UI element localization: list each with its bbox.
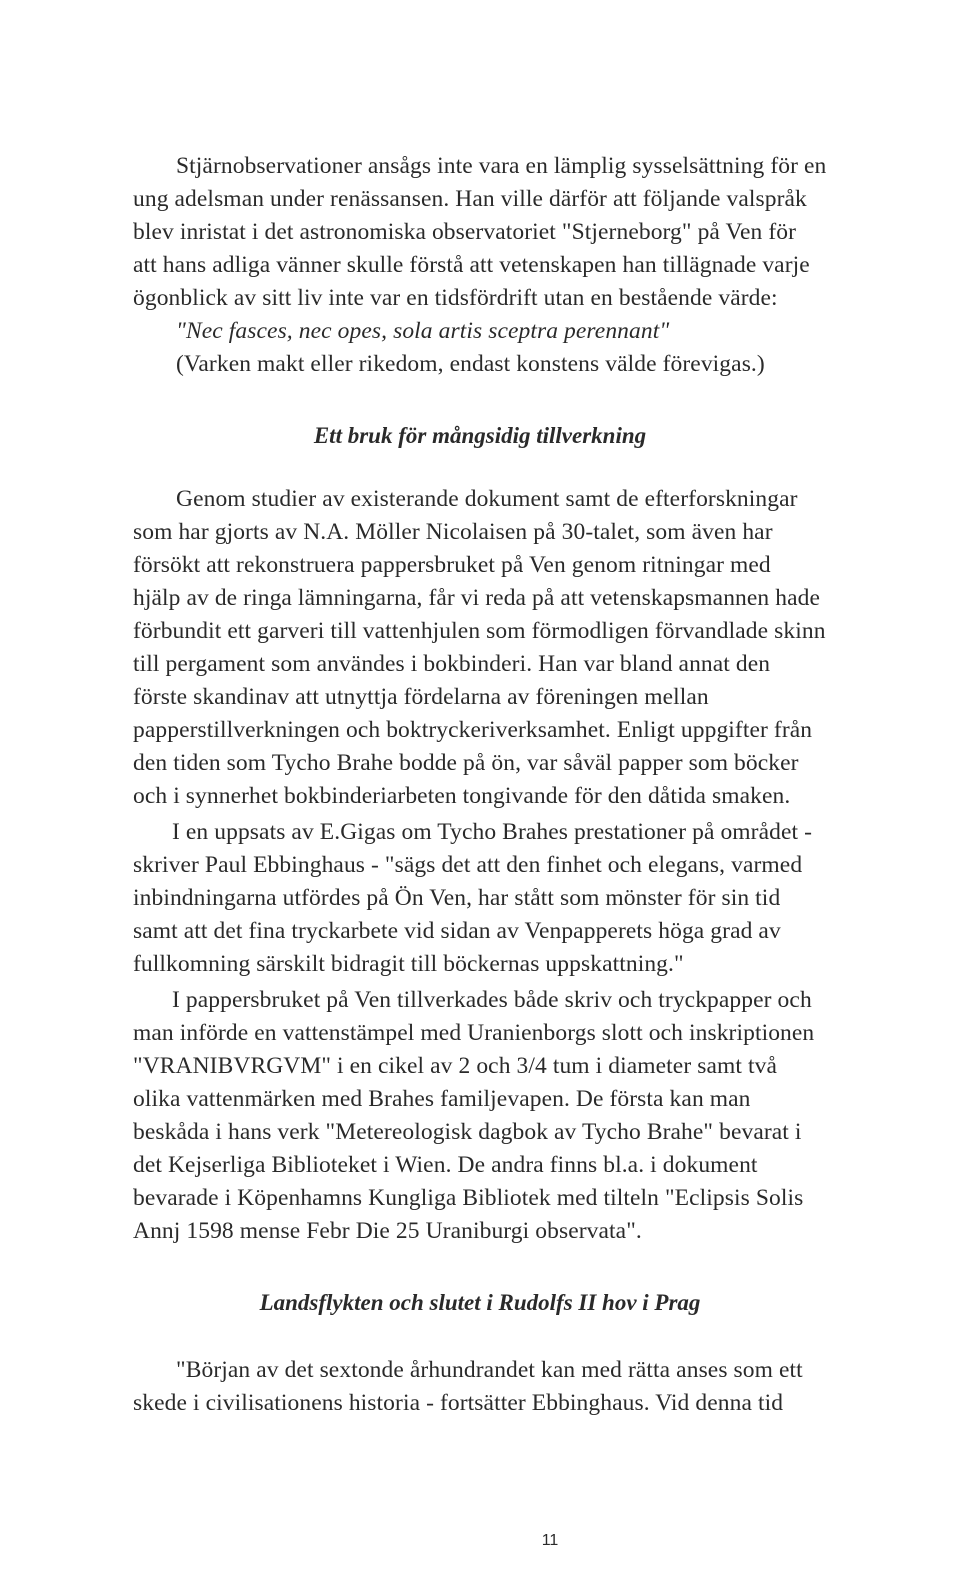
text-line: "VRANIBVRGVM" i en cikel av 2 och 3/4 tum i diameter samt två bbox=[133, 1053, 778, 1079]
text-line: samt att det fina tryckarbete vid sidan av Venpapperets höga grad av bbox=[133, 918, 781, 944]
text-line: inbindningarna utfördes på Ön Ven, har stått som mönster för sin tid bbox=[133, 885, 781, 911]
text-line: som har gjorts av N.A. Möller Nicolaisen på 30-talet, som även har bbox=[133, 519, 773, 545]
text-line: skriver Paul Ebbinghaus - "sägs det att den finhet och elegans, varmed bbox=[133, 852, 803, 878]
text-line: Stjärnobservationer ansågs inte vara en lämplig sysselsättning för en bbox=[176, 153, 827, 179]
text-line: förste skandinav att utnyttja fördelarna av föreningen mellan bbox=[133, 684, 709, 710]
text-line: beskåda i hans verk "Metereologisk dagbok av Tycho Brahe" bevarat i bbox=[133, 1119, 802, 1145]
motto-translation: (Varken makt eller rikedom, endast konstens välde förevigas.) bbox=[176, 351, 765, 377]
text-line: I pappersbruket på Ven tillverkades både skriv och tryckpapper och bbox=[172, 987, 812, 1013]
text-line: I en uppsats av E.Gigas om Tycho Brahes prestationer på området - bbox=[172, 819, 813, 845]
text-line: och i synnerhet bokbinderiarbeten tongivande för den dåtida smaken. bbox=[133, 783, 791, 809]
text-line: fullkomning särskilt bidragit till böckernas uppskattning." bbox=[133, 951, 684, 977]
text-line: "Början av det sextonde århundrandet kan med rätta anses som ett bbox=[176, 1357, 803, 1383]
text-line: hjälp av de ringa lämningarna, får vi reda på att vetenskapsmannen hade bbox=[133, 585, 821, 611]
text-line: man införde en vattenstämpel med Uranienborgs slott och inskriptionen bbox=[133, 1020, 815, 1046]
section-heading: Landsflykten och slutet i Rudolfs II hov i Prag bbox=[259, 1290, 701, 1315]
page-number: 11 bbox=[541, 1532, 559, 1549]
text-line: ung adelsman under renässansen. Han ville därför att följande valspråk bbox=[133, 186, 807, 212]
text-line: papperstillverkningen och boktryckeriverksamhet. Enligt uppgifter från bbox=[133, 717, 813, 743]
text-line: till pergament som användes i bokbinderi. Han var bland annat den bbox=[133, 651, 771, 677]
text-line: skede i civilisationens historia - fortsätter Ebbinghaus. Vid denna tid bbox=[133, 1390, 784, 1416]
text-line: Genom studier av existerande dokument samt de efterforskningar bbox=[176, 486, 798, 512]
section-heading: Ett bruk för mångsidig tillverkning bbox=[313, 423, 647, 448]
text-line: blev inristat i det astronomiska observatoriet "Stjerneborg" på Ven för bbox=[133, 219, 797, 245]
text-line: den tiden som Tycho Brahe bodde på ön, var såväl papper som böcker bbox=[133, 750, 799, 776]
text-line: försökt att rekonstruera pappersbruket på Ven genom ritningar med bbox=[133, 552, 771, 578]
text-line: ögonblick av sitt liv inte var en tidsfördrift utan en bestående värde: bbox=[133, 285, 778, 311]
motto: "Nec fasces, nec opes, sola artis sceptra perennant" bbox=[176, 318, 670, 344]
text-line: olika vattenmärken med Brahes familjevapen. De första kan man bbox=[133, 1086, 751, 1112]
text-line: bevarade i Köpenhamns Kungliga Bibliotek med tilteln "Eclipsis Solis bbox=[133, 1185, 804, 1211]
text-line: att hans adliga vänner skulle förstå att vetenskapen han tillägnade varje bbox=[133, 252, 810, 278]
text-line: det Kejserliga Biblioteket i Wien. De andra finns bl.a. i dokument bbox=[133, 1152, 758, 1178]
text-line: Annj 1598 mense Febr Die 25 Uraniburgi observata". bbox=[133, 1218, 642, 1244]
text-line: förbundit ett garveri till vattenhjulen som förmodligen förvandlade skinn bbox=[133, 618, 826, 644]
